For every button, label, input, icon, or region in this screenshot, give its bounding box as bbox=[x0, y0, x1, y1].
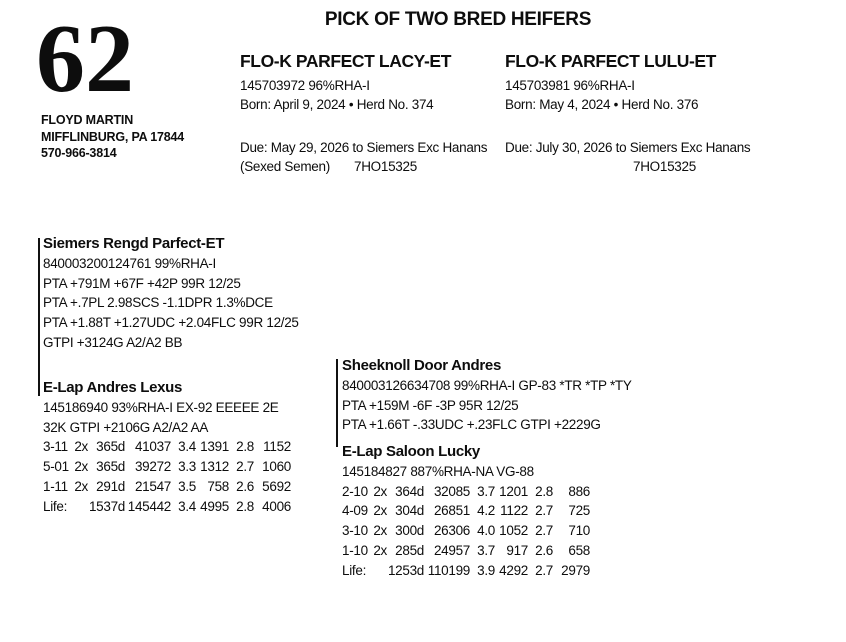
record-cell: 1201 bbox=[499, 483, 528, 499]
record-cell: 39272 bbox=[134, 459, 171, 475]
pedigree-line: 32K GTPI +2106G A2/A2 AA bbox=[43, 419, 209, 435]
record-cell: 41037 bbox=[134, 439, 171, 455]
animal-due-line: Due: July 30, 2026 to Siemers Exc Hanans bbox=[505, 140, 751, 155]
record-cell: 145442 bbox=[127, 498, 171, 514]
record-cell bbox=[71, 497, 88, 517]
pedigree-block-right bbox=[330, 355, 640, 595]
sire-name: Sheeknoll Door Andres bbox=[342, 357, 502, 374]
record-cell: 26306 bbox=[433, 523, 470, 539]
lactation-record-row bbox=[43, 477, 291, 497]
record-cell: 110199 bbox=[427, 562, 470, 578]
pedigree-line: 840003126634708 99%RHA-I GP-83 *TR *TP *TY bbox=[342, 378, 632, 393]
record-cell: 26851 bbox=[433, 503, 470, 519]
pedigree-line: 145184827 887%RHA-NA VG-88 bbox=[342, 464, 534, 479]
pedigree-line: PTA +159M -6F -3P 95R 12/25 bbox=[342, 397, 519, 413]
record-cell: 658 bbox=[568, 542, 590, 558]
pedigree-line: PTA +1.88T +1.27UDC +2.04FLC 99R 12/25 bbox=[43, 315, 299, 331]
sire-section bbox=[43, 233, 299, 353]
record-cell: 365d bbox=[96, 459, 125, 475]
record-cell: 1-10 bbox=[342, 542, 368, 558]
consignor-phone: 570-966-3814 bbox=[41, 146, 117, 160]
lactation-record-row bbox=[342, 482, 590, 502]
lactation-record-row bbox=[43, 457, 291, 477]
record-cell: 4006 bbox=[262, 498, 291, 514]
record-cell: 1060 bbox=[262, 459, 291, 475]
record-cell: 1-11 bbox=[43, 478, 68, 494]
record-cell: 2x bbox=[74, 459, 88, 475]
record-cell: 2.8 bbox=[535, 483, 553, 499]
record-cell: 886 bbox=[568, 483, 590, 499]
record-cell: 2x bbox=[373, 503, 387, 519]
record-cell: 2.6 bbox=[535, 542, 553, 558]
record-cell: 2-10 bbox=[342, 483, 368, 499]
dam-name: E-Lap Andres Lexus bbox=[43, 379, 183, 396]
record-cell: 758 bbox=[207, 478, 229, 494]
record-cell: 1537d bbox=[88, 498, 125, 514]
animal-card-lulu bbox=[505, 50, 775, 176]
record-cell: 24957 bbox=[433, 542, 470, 558]
animal-reg-line: 145703972 96%RHA-I bbox=[240, 78, 370, 93]
semen-note: (Sexed Semen) bbox=[240, 159, 330, 174]
dam-name: E-Lap Saloon Lucky bbox=[342, 443, 480, 460]
lot-number: 62 bbox=[36, 5, 134, 113]
pedigree-line: 840003200124761 99%RHA-I bbox=[43, 256, 216, 271]
dam-section bbox=[342, 441, 590, 580]
record-cell: 2.7 bbox=[535, 503, 553, 519]
pedigree-line: PTA +791M +67F +42P 99R 12/25 bbox=[43, 275, 241, 291]
record-cell: 2x bbox=[74, 478, 88, 494]
record-cell: 1253d bbox=[387, 562, 424, 578]
record-cell: 291d bbox=[96, 478, 125, 494]
pedigree-line: PTA +.7PL 2.98SCS -1.1DPR 1.3%DCE bbox=[43, 295, 273, 311]
lactation-record-row bbox=[43, 437, 291, 457]
record-cell: 917 bbox=[506, 542, 528, 558]
record-cell: 21547 bbox=[134, 478, 171, 494]
record-cell: 4-09 bbox=[342, 503, 368, 519]
record-cell: 4995 bbox=[200, 498, 229, 514]
record-cell: 2.7 bbox=[236, 459, 254, 475]
record-cell: 4292 bbox=[499, 562, 528, 578]
pedigree-bracket-line bbox=[38, 238, 40, 396]
pedigree-bracket-line bbox=[336, 359, 338, 447]
record-cell: 300d bbox=[395, 523, 424, 539]
pedigree-line: PTA +1.66T -.33UDC +.23FLC GTPI +2229G bbox=[342, 417, 601, 433]
record-cell: 285d bbox=[395, 542, 424, 558]
record-cell: 710 bbox=[568, 523, 590, 539]
record-cell: 3.4 bbox=[178, 498, 196, 514]
consignor-name: FLOYD MARTIN bbox=[41, 113, 134, 127]
record-cell: 365d bbox=[96, 439, 125, 455]
lactation-record-row bbox=[43, 497, 291, 517]
record-cell: Life: bbox=[43, 498, 68, 514]
record-cell: 3.7 bbox=[477, 542, 495, 558]
record-cell: 2x bbox=[373, 542, 387, 558]
record-cell: 1312 bbox=[200, 459, 229, 475]
record-cell: 2.6 bbox=[236, 478, 254, 494]
record-cell: 3.9 bbox=[477, 562, 495, 578]
animal-name: FLO-K PARFECT LULU-ET bbox=[505, 51, 716, 71]
animal-service-line bbox=[505, 157, 775, 176]
record-cell: 3.3 bbox=[178, 459, 196, 475]
record-cell: 5-01 bbox=[43, 459, 69, 475]
service-sire-code: 7HO15325 bbox=[633, 159, 696, 174]
record-cell: 32085 bbox=[433, 483, 470, 499]
record-cell: 1122 bbox=[500, 503, 528, 519]
record-cell: Life: bbox=[342, 562, 367, 578]
pedigree-line: 145186940 93%RHA-I EX-92 EEEEE 2E bbox=[43, 400, 279, 415]
animal-card-lacy bbox=[240, 50, 490, 176]
consignor-address: MIFFLINBURG, PA 17844 bbox=[41, 129, 185, 144]
dam-section bbox=[43, 377, 291, 516]
lactation-record-row bbox=[342, 501, 590, 521]
sire-name: Siemers Rengd Parfect-ET bbox=[43, 235, 225, 252]
record-cell: 1052 bbox=[499, 523, 528, 539]
animal-born-line: Born: May 4, 2024 • Herd No. 376 bbox=[505, 97, 699, 112]
record-cell: 2x bbox=[373, 483, 387, 499]
lactation-record-row bbox=[342, 541, 590, 561]
record-cell bbox=[370, 561, 387, 581]
record-cell: 1391 bbox=[200, 439, 229, 455]
record-cell: 725 bbox=[568, 503, 590, 519]
record-cell: 1152 bbox=[263, 439, 291, 455]
record-cell: 3-10 bbox=[342, 523, 368, 539]
record-cell: 364d bbox=[395, 483, 424, 499]
record-cell: 304d bbox=[395, 503, 424, 519]
record-cell: 5692 bbox=[262, 478, 291, 494]
record-cell: 3.4 bbox=[178, 439, 196, 455]
pedigree-block-left bbox=[36, 233, 336, 533]
animal-due-line: Due: May 29, 2026 to Siemers Exc Hanans bbox=[240, 140, 488, 155]
record-cell: 2x bbox=[74, 439, 88, 455]
pedigree-line: GTPI +3124G A2/A2 BB bbox=[43, 334, 183, 350]
animal-name: FLO-K PARFECT LACY-ET bbox=[240, 51, 451, 71]
animal-reg-line: 145703981 96%RHA-I bbox=[505, 78, 635, 93]
record-cell: 3.5 bbox=[178, 478, 196, 494]
record-cell: 4.2 bbox=[477, 503, 495, 519]
record-cell: 3-11 bbox=[43, 439, 68, 455]
lactation-record-row bbox=[342, 521, 590, 541]
service-sire-code: 7HO15325 bbox=[354, 159, 417, 174]
record-cell: 3.7 bbox=[477, 483, 495, 499]
record-cell: 2.7 bbox=[535, 523, 553, 539]
record-cell: 4.0 bbox=[477, 523, 495, 539]
animal-service-line bbox=[240, 157, 490, 176]
record-cell: 2.8 bbox=[236, 498, 254, 514]
lactation-record-row bbox=[342, 561, 590, 581]
page-title: PICK OF TWO BRED HEIFERS bbox=[324, 9, 592, 30]
record-cell: 2x bbox=[373, 523, 387, 539]
record-cell: 2.8 bbox=[236, 439, 254, 455]
record-cell: 2.7 bbox=[535, 562, 553, 578]
sire-section bbox=[342, 355, 632, 435]
animal-born-line: Born: April 9, 2024 • Herd No. 374 bbox=[240, 97, 434, 112]
consignor-block bbox=[41, 112, 184, 162]
record-cell: 2979 bbox=[561, 562, 590, 578]
